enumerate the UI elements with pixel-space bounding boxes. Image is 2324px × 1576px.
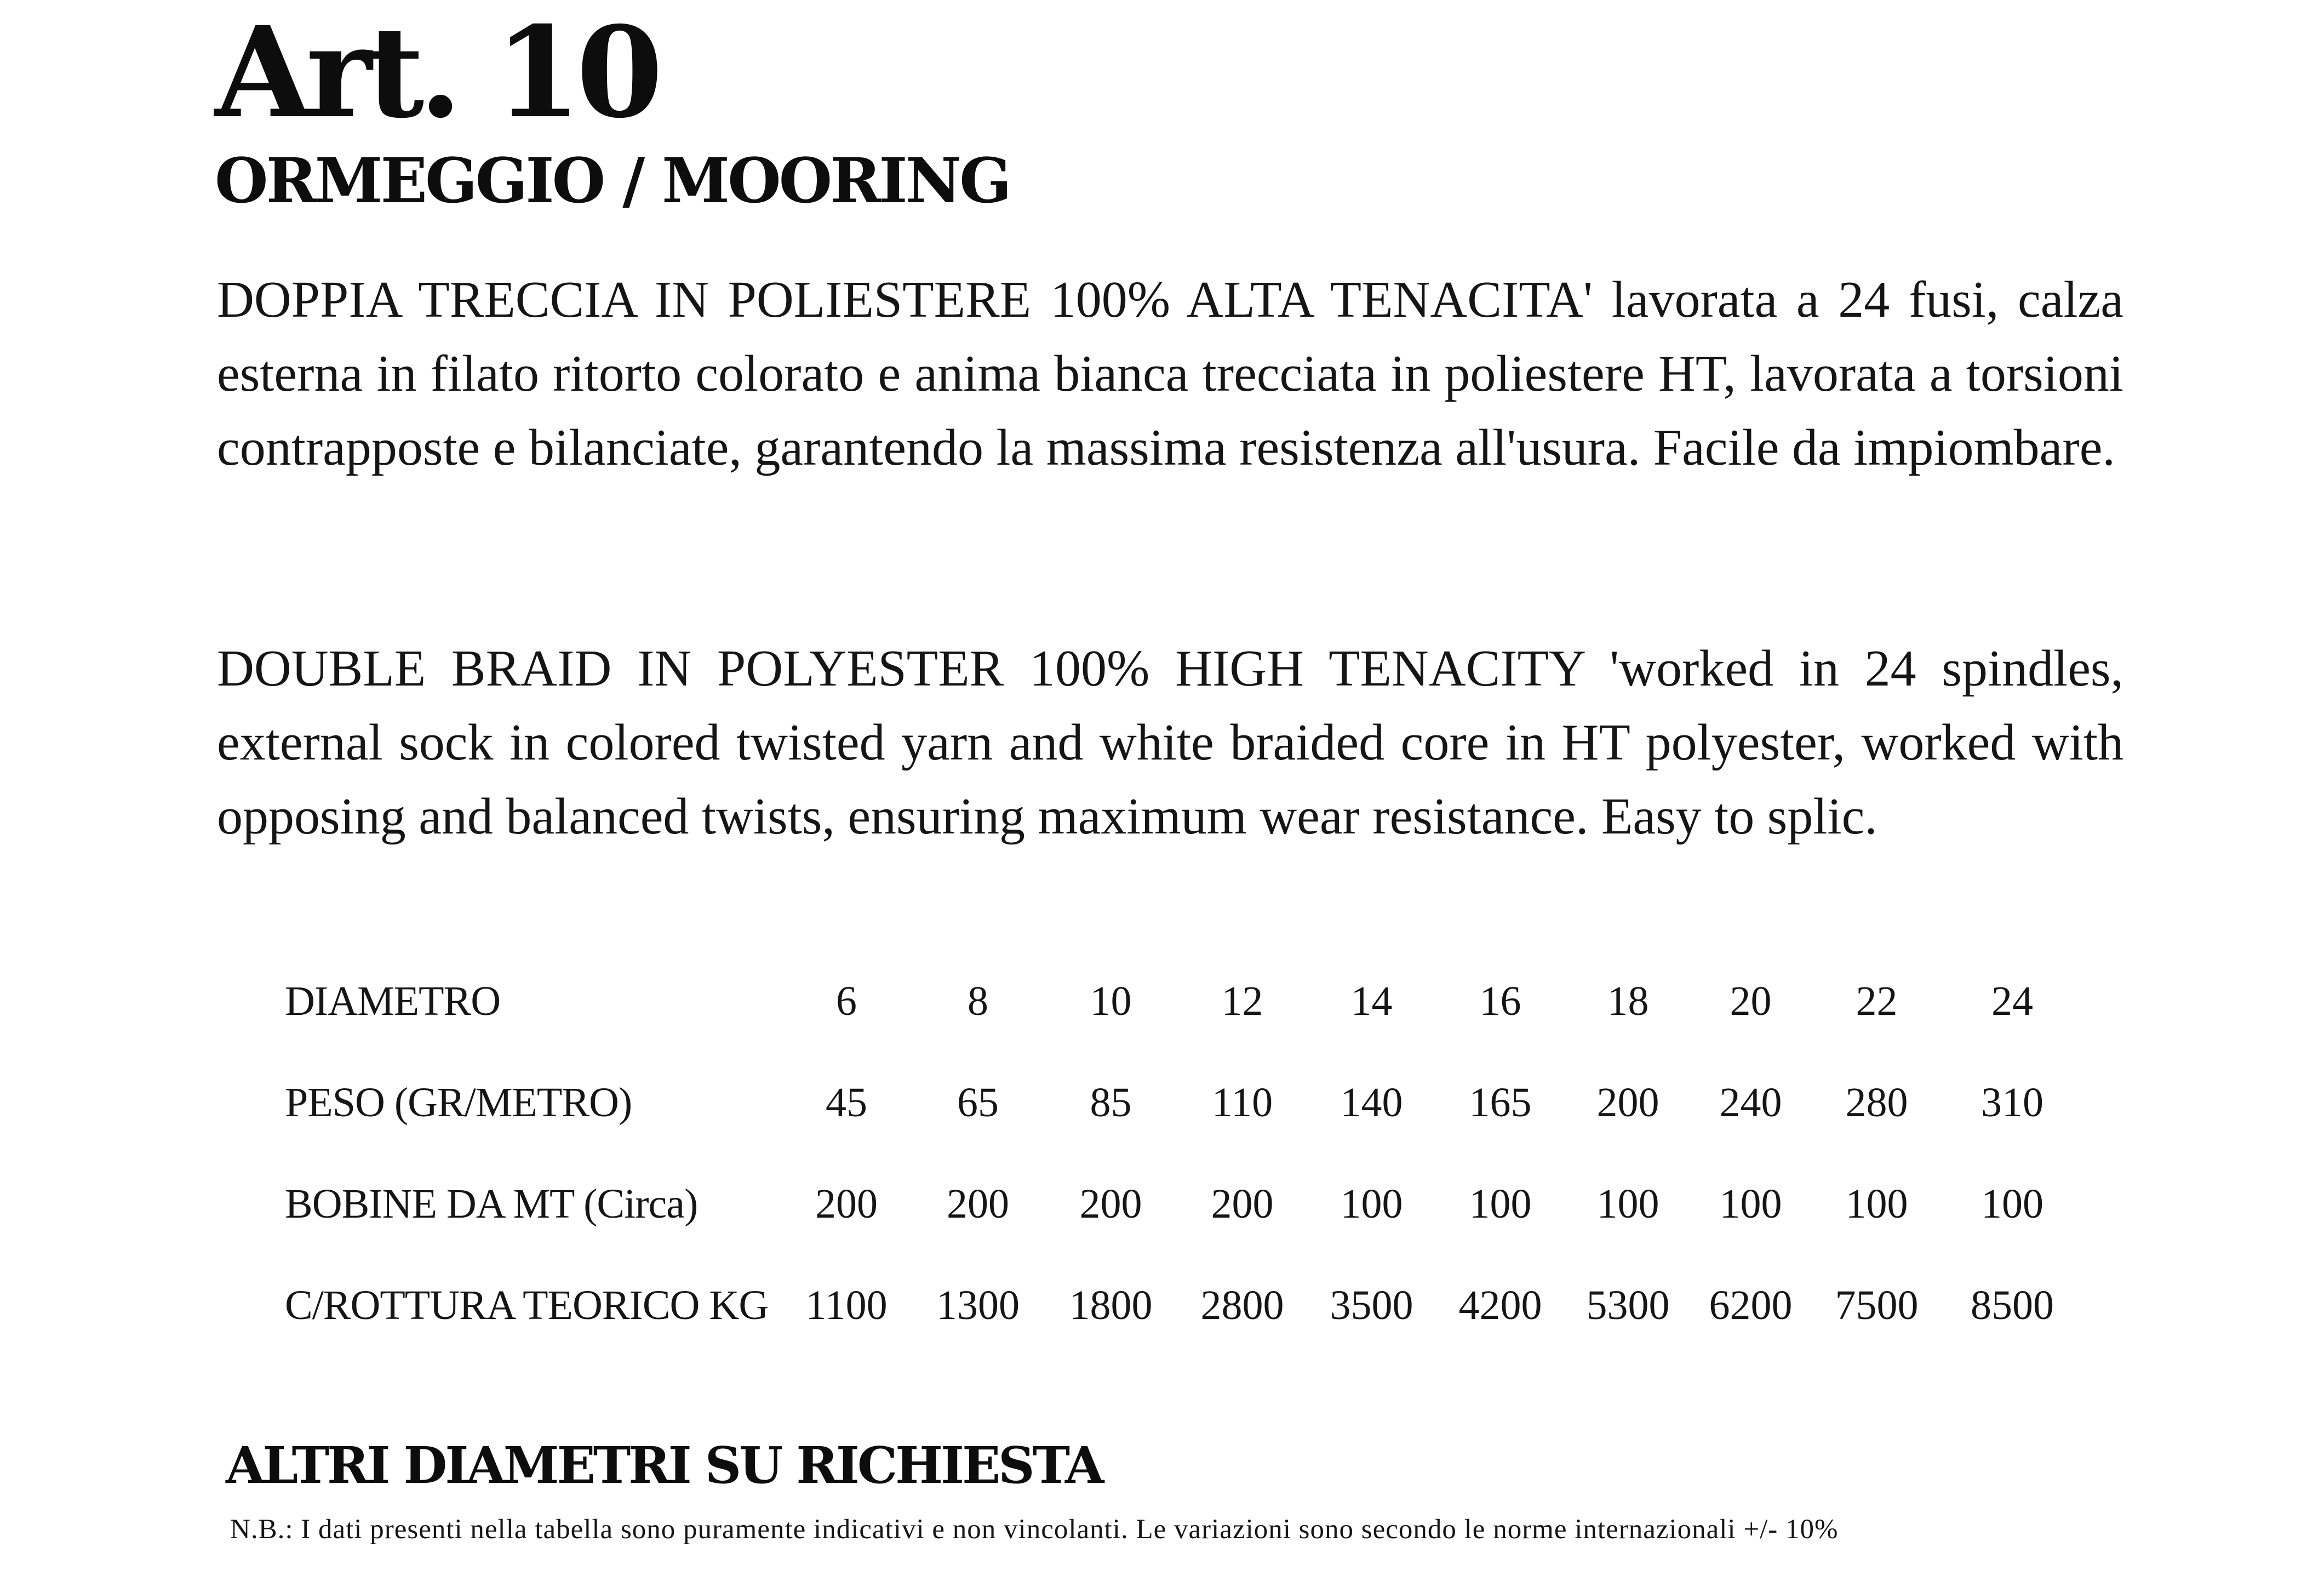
table-cell: 1800 (1069, 1282, 1153, 1328)
table-row-peso (285, 1052, 2081, 1154)
table-cell: 20 (1730, 978, 1772, 1024)
table-row-diametro (285, 951, 2081, 1052)
table-cell: 6200 (1709, 1282, 1793, 1328)
table-cell: 8 (968, 978, 988, 1024)
row-label: PESO (GR/METRO) (285, 1080, 632, 1126)
table-cell: 1300 (936, 1282, 1020, 1328)
description-english: DOUBLE BRAID IN POLYESTER 100% HIGH TENACITY 'worked in 24 spindles, external sock in colored twisted yarn and white braided core in HT polyester, worked with opposing and balanced twists, ensuring maximum wear resistance. Easy to splic. (217, 640, 2123, 845)
table-cell: 100 (1469, 1181, 1532, 1227)
table-cell: 85 (1090, 1080, 1132, 1126)
other-diameters-heading: ALTRI DIAMETRI SU RICHIESTA (226, 1436, 1102, 1495)
table-cell: 6 (836, 978, 857, 1024)
table-cell: 65 (957, 1080, 999, 1126)
table-cell: 100 (1981, 1181, 2043, 1227)
table-cell: 24 (1991, 978, 2033, 1024)
table-cell: 165 (1469, 1080, 1532, 1126)
table-cell: 2800 (1200, 1282, 1284, 1328)
table-cell: 8500 (1971, 1282, 2054, 1328)
table-cell: 100 (1845, 1181, 1908, 1227)
table-cell: 7500 (1835, 1282, 1919, 1328)
table-cell: 16 (1479, 978, 1521, 1024)
table-cell: 310 (1981, 1080, 2043, 1126)
table-cell: 200 (1211, 1181, 1274, 1227)
row-label: DIAMETRO (285, 978, 501, 1024)
table-cell: 1100 (805, 1282, 888, 1328)
table-row-rottura (285, 1255, 2081, 1356)
table-cell: 100 (1596, 1181, 1659, 1227)
table-cell: 140 (1340, 1080, 1403, 1126)
table-cell: 100 (1340, 1181, 1403, 1227)
table-cell: 4200 (1458, 1282, 1542, 1328)
table-cell: 200 (947, 1181, 1009, 1227)
table-cell: 10 (1090, 978, 1132, 1024)
table-cell: 14 (1350, 978, 1393, 1024)
row-label: C/ROTTURA TEORICO KG (285, 1282, 769, 1328)
description-italian: DOPPIA TRECCIA IN POLIESTERE 100% ALTA TENACITA' lavorata a 24 fusi, calza esterna in filato ritorto colorato e anima bianca trecciata in poliestere HT, lavorata a torsioni contrapposte e bilanciate, garantendo la massima resistenza all'usura. Facile da impiombare. (217, 271, 2123, 476)
table-cell: 18 (1607, 978, 1649, 1024)
table-cell: 240 (1719, 1080, 1782, 1126)
table-cell: 3500 (1330, 1282, 1413, 1328)
article-subtitle: ORMEGGIO / MOORING (215, 145, 1010, 217)
table-cell: 200 (1079, 1181, 1142, 1227)
disclaimer-note: N.B.: I dati presenti nella tabella sono puramente indicativi e non vincolanti. Le variazioni sono secondo le norme internazionali +/- 10% (230, 1514, 1839, 1545)
table-cell: 110 (1211, 1080, 1273, 1126)
table-cell: 5300 (1586, 1282, 1670, 1328)
table-cell: 200 (1596, 1080, 1659, 1126)
table-cell: 45 (826, 1080, 867, 1126)
table-row-bobine (285, 1154, 2081, 1255)
specifications-table (285, 951, 2081, 1356)
table-cell: 22 (1856, 978, 1898, 1024)
table-cell: 12 (1221, 978, 1263, 1024)
article-title: Art. 10 (215, 0, 658, 146)
table-cell: 200 (815, 1181, 878, 1227)
row-label: BOBINE DA MT (Circa) (285, 1181, 698, 1227)
table-cell: 280 (1845, 1080, 1908, 1126)
table-cell: 100 (1719, 1181, 1782, 1227)
